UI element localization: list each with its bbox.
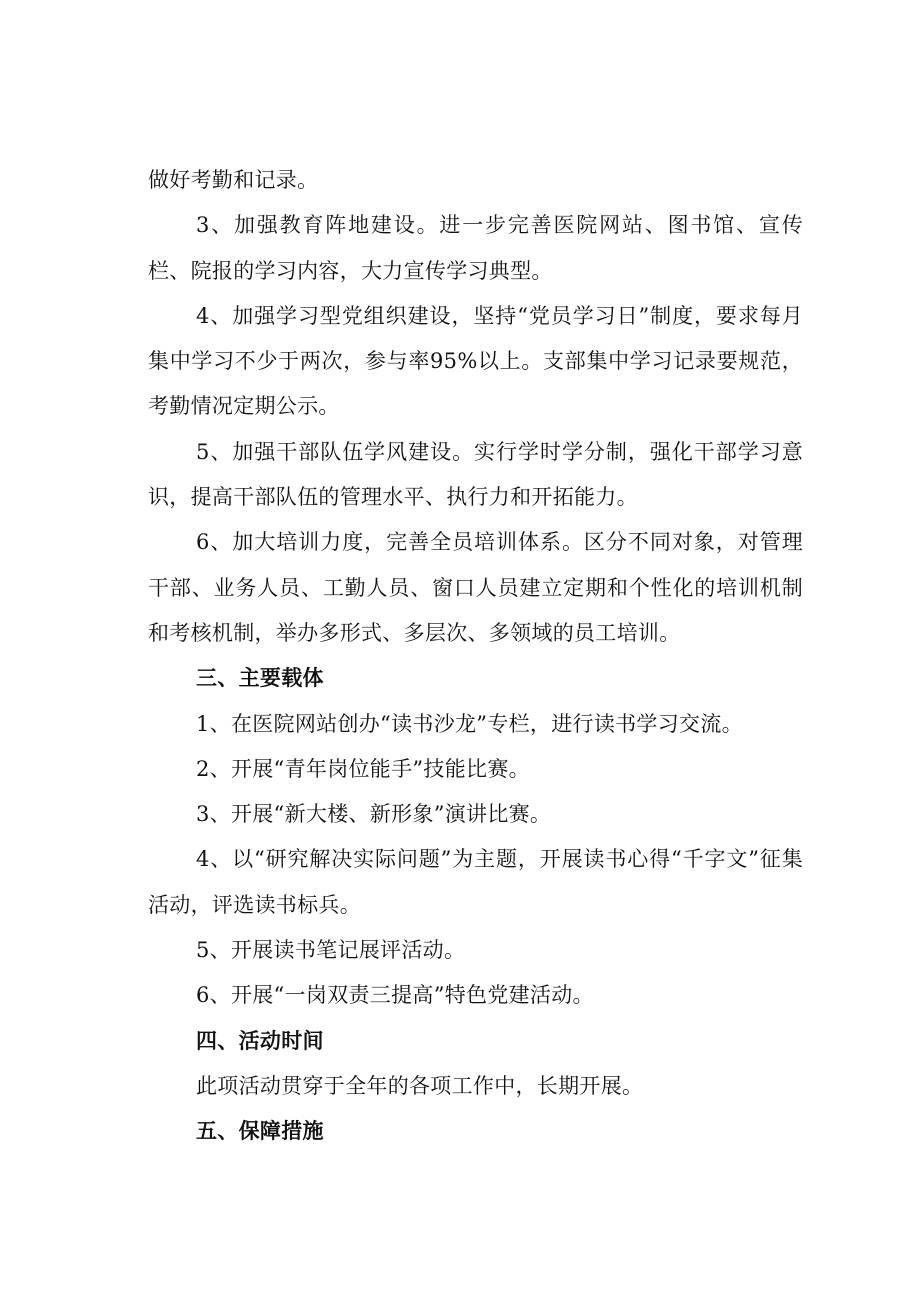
paragraph-carrier-5: 5、开展读书笔记展评活动。 xyxy=(196,938,466,963)
paragraph-carrier-6: 6、开展“一岗双责三提高”特色党建活动。 xyxy=(196,983,594,1008)
paragraph-item-3-education-base: 3、加强教育阵地建设。进一步完善医院网站、图书馆、宣传栏、院报的学习内容，大力宣传学习典型。 xyxy=(148,213,803,283)
paragraph-continuation: 做好考勤和记录。 xyxy=(148,168,319,192)
paragraph-carrier-4: 4、以“研究解决实际问题”为主题，开展读书心得“千字文”征集活动，评选读书标兵。 xyxy=(148,847,803,917)
paragraph-item-4-party-organization: 4、加强学习型党组织建设，坚持“党员学习日”制度，要求每月集中学习不少于两次，参与率95%以上。支部集中学习记录要规范，考勤情况定期公示。 xyxy=(148,303,803,419)
paragraph-carrier-1: 1、在医院网站创办“读书沙龙”专栏，进行读书学习交流。 xyxy=(196,711,743,736)
paragraph-carrier-3: 3、开展“新大楼、新形象”演讲比赛。 xyxy=(196,802,552,827)
paragraph-item-5-cadre-study: 5、加强干部队伍学风建设。实行学时学分制，强化干部学习意识，提高干部队伍的管理水平、执行力和开拓能力。 xyxy=(148,439,803,510)
paragraph-item-6-training: 6、加大培训力度，完善全员培训体系。区分不同对象，对管理干部、业务人员、工勤人员、窗口人员建立定期和个性化的培训机制和考核机制，举办多形式、多层次、多领域的员工培训。 xyxy=(148,530,803,645)
paragraph-activity-time: 此项活动贯穿于全年的各项工作中，长期开展。 xyxy=(196,1073,644,1098)
section-heading-safeguards: 五、保障措施 xyxy=(196,1119,324,1144)
section-heading-main-carriers: 三、主要载体 xyxy=(196,666,324,691)
document-body xyxy=(148,158,803,1155)
paragraph-carrier-2: 2、开展“青年岗位能手”技能比赛。 xyxy=(196,756,530,781)
section-heading-activity-time: 四、活动时间 xyxy=(196,1028,324,1053)
